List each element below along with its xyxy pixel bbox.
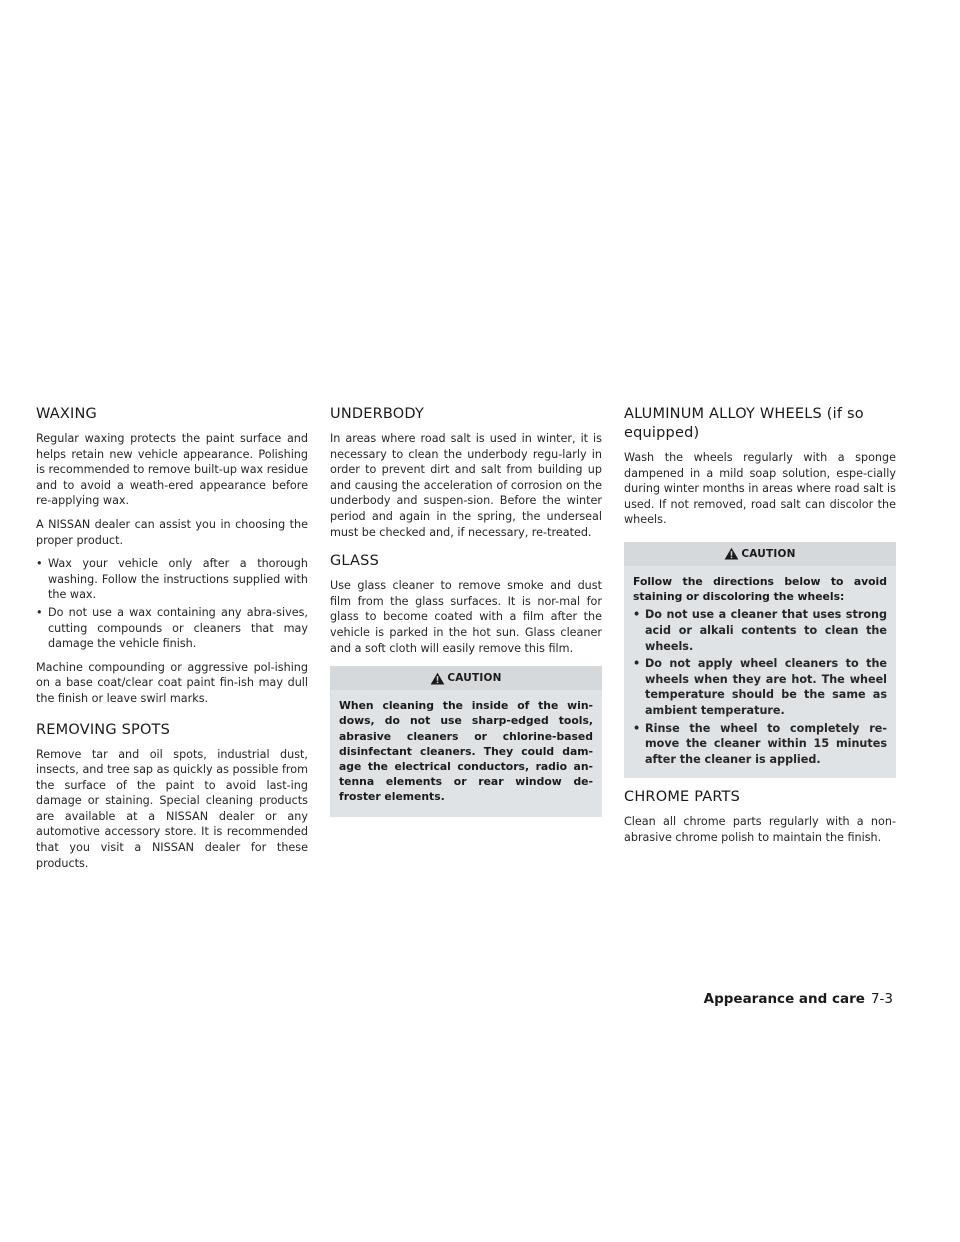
caution-body <box>330 690 602 816</box>
footer-section-title: Appearance and care <box>703 991 865 1007</box>
caution-header <box>624 542 896 566</box>
warning-triangle-icon <box>724 547 739 560</box>
underbody-paragraph: In areas where road salt is used in winter, it is necessary to clean the underbody regu-larly in order to prevent dirt and salt from building up and causing the acceleration of corrosion on the underbody and suspen-sion. Before the winter period and again in the spring, the underseal must be checked and, if necessary, re-treated. <box>330 432 602 539</box>
column-left <box>36 405 308 879</box>
wheels-caution-box <box>624 542 896 778</box>
list-item <box>36 556 308 603</box>
waxing-paragraph-3: Machine compounding or aggressive pol-ishing on a base coat/clear coat paint fin-ish may dull the finish or leave swirl marks. <box>36 660 308 705</box>
waxing-paragraph-1: Regular waxing protects the paint surface and helps retain new vehicle appearance. Polishing is recommended to remove built-up wax residue and to avoid a weath-ered appearance before re-applying wax. <box>36 432 308 508</box>
list-item <box>633 721 887 768</box>
bullet-dot: • <box>633 608 641 622</box>
caution-text: When cleaning the inside of the win-dows, do not use sharp-edged tools, abrasive cleaners or chlorine-based disinfectant cleaners. They could dam-age the electrical conductors, radio an-tenna elements or rear window de-froster elements. <box>339 699 593 804</box>
caution-label: CAUTION <box>741 547 796 560</box>
caution-bullet-list <box>633 607 887 767</box>
list-item <box>633 656 887 718</box>
caution-header <box>330 666 602 690</box>
underbody-heading: UNDERBODY <box>330 406 424 422</box>
caution-body <box>624 566 896 778</box>
bullet-dot: • <box>633 721 641 735</box>
column-middle <box>330 405 602 827</box>
page-number: 7-3 <box>870 991 893 1007</box>
wheels-heading: ALUMINUM ALLOY WHEELS (if so equipped) <box>624 406 864 441</box>
glass-paragraph: Use glass cleaner to remove smoke and dust film from the glass surfaces. It is nor-mal for glass to become coated with a film after the vehicle is parked in the hot sun. Glass cleaner and a soft cloth will easily remove this film. <box>330 579 602 655</box>
glass-caution-box <box>330 666 602 816</box>
removing-spots-heading: REMOVING SPOTS <box>36 721 171 738</box>
waxing-paragraph-2: A NISSAN dealer can assist you in choosing the proper product. <box>36 517 308 547</box>
chrome-heading: CHROME PARTS <box>624 789 741 806</box>
caution-label: CAUTION <box>447 672 502 685</box>
caution-intro: Follow the directions below to avoid staining or discoloring the wheels: <box>633 574 887 604</box>
bullet-dot: • <box>36 605 43 619</box>
bullet-text: Do not apply wheel cleaners to the wheels when they are hot. The wheel temperature should be the same as ambient temperature. <box>645 657 887 717</box>
bullet-dot: • <box>36 557 43 571</box>
chrome-paragraph: Clean all chrome parts regularly with a non-abrasive chrome polish to maintain the finish. <box>624 815 896 844</box>
bullet-text: Do not use a cleaner that uses strong acid or alkali contents to clean the wheels. <box>645 608 887 653</box>
removing-spots-paragraph: Remove tar and oil spots, industrial dust, insects, and tree sap as quickly as possible from the surface of the paint to avoid last-ing damage or staining. Special cleaning products are available at a NISSAN dealer or any automotive accessory store. It is recommended that you visit a NISSAN dealer for these products. <box>36 747 308 870</box>
wheels-paragraph: Wash the wheels regularly with a sponge dampened in a mild soap solution, espe-cially during winter months in areas where road salt is used. If not removed, road salt can discolor the wheels. <box>624 451 896 527</box>
waxing-bullet-list <box>36 556 308 652</box>
glass-heading: GLASS <box>330 553 379 570</box>
list-item <box>633 607 887 654</box>
bullet-text: Do not use a wax containing any abra-sives, cutting compounds or cleaners that may damage the vehicle finish. <box>48 605 308 651</box>
waxing-heading: WAXING <box>36 406 97 422</box>
warning-triangle-icon <box>430 672 445 685</box>
page-footer <box>704 991 893 1007</box>
bullet-text: Wax your vehicle only after a thorough washing. Follow the instructions supplied with the wax. <box>48 557 308 602</box>
bullet-text: Rinse the wheel to completely re-move the cleaner within 15 minutes after the cleaner is applied. <box>645 721 887 766</box>
column-right <box>624 405 896 854</box>
bullet-dot: • <box>633 657 641 671</box>
list-item <box>36 605 308 652</box>
